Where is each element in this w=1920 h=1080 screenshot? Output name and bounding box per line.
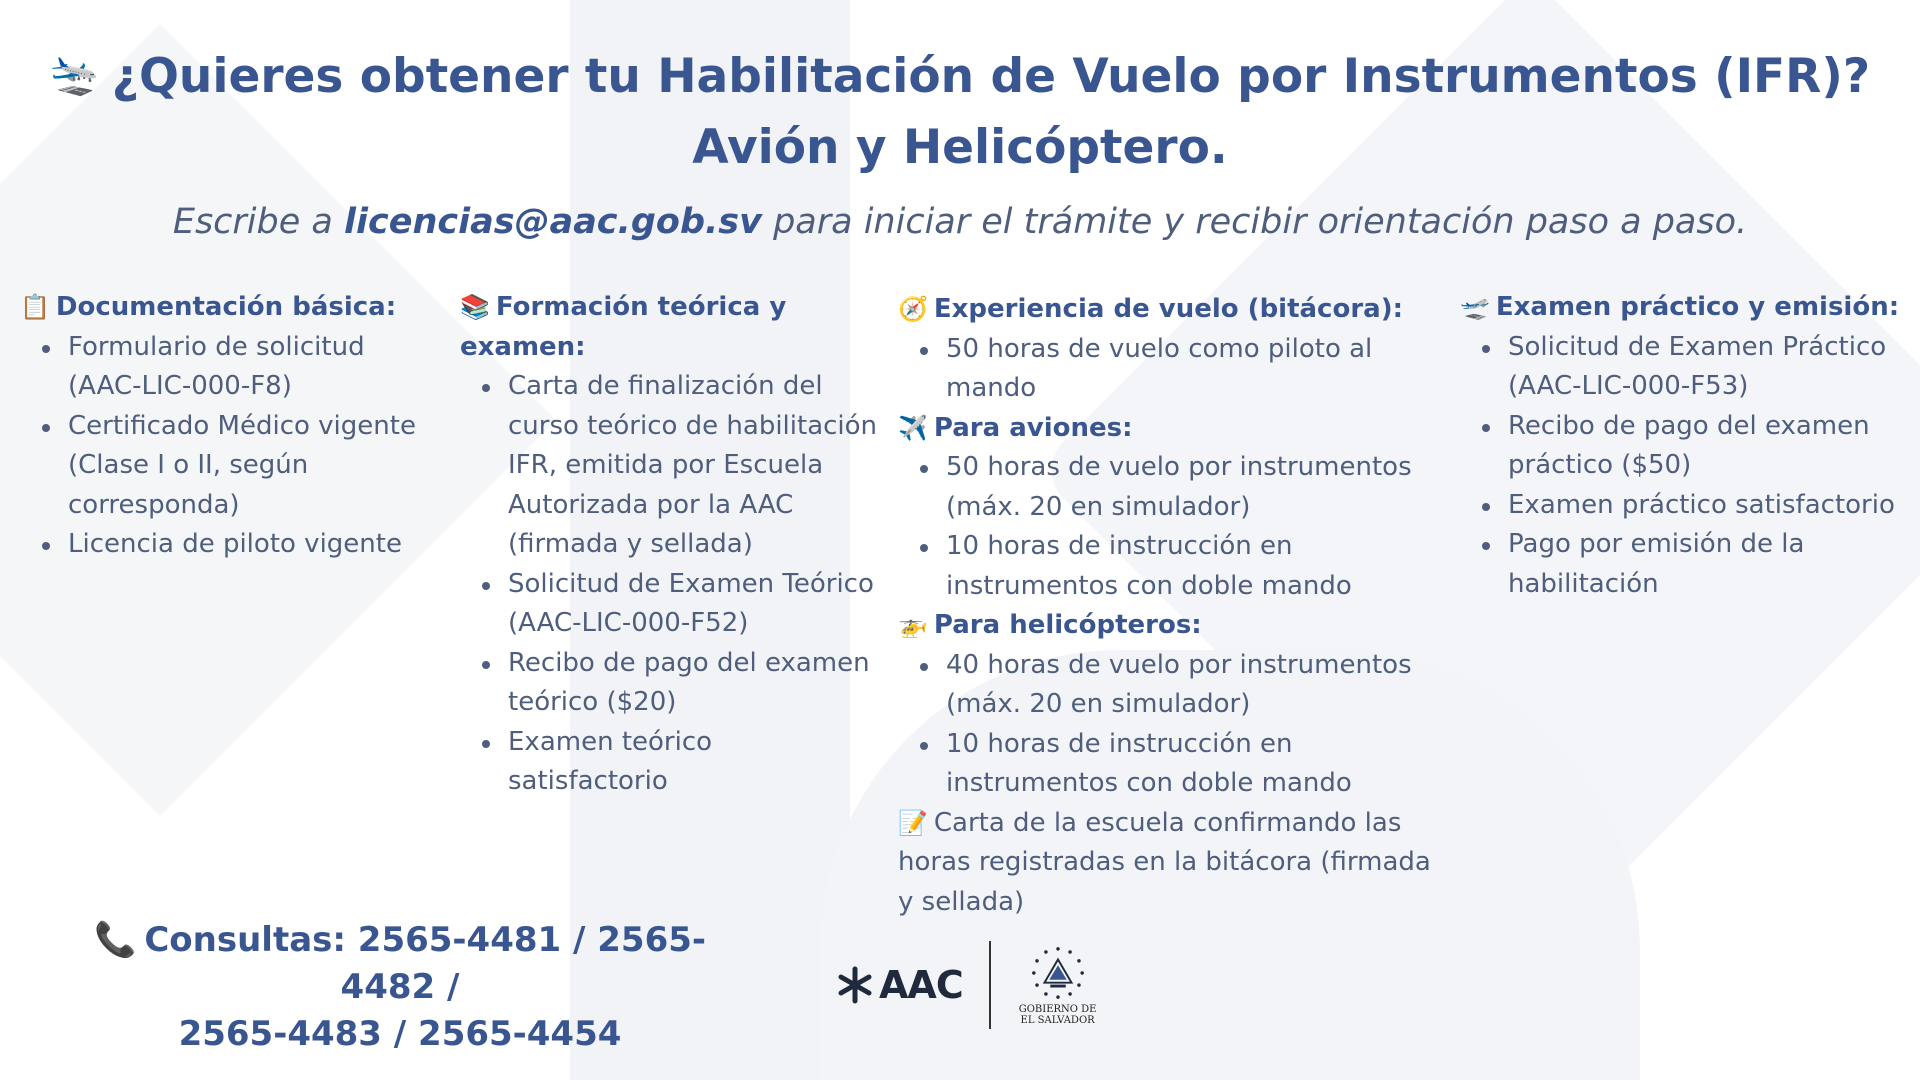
subtitle	[0, 197, 1920, 247]
email-link[interactable]: licencias@aac.gob.sv	[343, 202, 762, 242]
clipboard-icon: 📋	[20, 293, 50, 321]
books-icon: 📚	[460, 293, 490, 321]
list-item: 50 horas de vuelo como piloto al mando	[898, 330, 1438, 409]
column-formacion	[460, 288, 880, 802]
title-line-2: Avión y Helicóptero.	[692, 120, 1228, 175]
helicopter-icon: 🚁	[898, 611, 928, 639]
aac-star-icon	[835, 965, 875, 1005]
subtitle-suffix: para iniciar el trámite y recibir orientación paso a paso.	[761, 202, 1748, 242]
contact-line-1: Consultas: 2565-4481 / 2565-4482 /	[144, 920, 707, 1007]
column-examen	[1460, 288, 1900, 604]
list-item: Formulario de solicitud (AAC-LIC-000-F8)	[20, 328, 440, 407]
coat-of-arms-icon	[1029, 944, 1087, 1002]
contact-info	[50, 917, 750, 1058]
airplane-departure-icon: 🛫	[1460, 293, 1490, 321]
gov-line-1: GOBIERNO DE	[1018, 1004, 1097, 1015]
aac-logo-text: AAC	[879, 963, 963, 1007]
compass-icon: 🧭	[898, 295, 928, 323]
gobierno-logo-text	[1019, 1004, 1097, 1026]
section-title-text: Experiencia de vuelo (bitácora):	[933, 294, 1403, 324]
list-item: 10 horas de instrucción en instrumentos con doble mando	[898, 725, 1438, 804]
list-item: Examen teórico satisfactorio	[460, 723, 880, 802]
phone-icon: 📞	[93, 920, 137, 960]
school-letter-text: Carta de la escuela confirmando las horas registradas en la bitácora (firmada y sellada)	[898, 807, 1431, 917]
aac-logo	[835, 963, 963, 1007]
list-item: Recibo de pago del examen práctico ($50)	[1460, 407, 1900, 486]
list-item: Solicitud de Examen Práctico (AAC-LIC-000-F53)	[1460, 328, 1900, 407]
section-title	[898, 290, 1438, 330]
list-item: Recibo de pago del examen teórico ($20)	[460, 644, 880, 723]
requirements-list	[898, 448, 1438, 606]
school-letter-note	[898, 804, 1438, 923]
requirements-list	[460, 367, 880, 802]
section-title	[460, 288, 880, 367]
requirements-list	[898, 330, 1438, 409]
list-item: 40 horas de vuelo por instrumentos (máx. 20 en simulador)	[898, 646, 1438, 725]
section-title	[20, 288, 440, 328]
section-title-text: Examen práctico y emisión:	[1495, 292, 1900, 322]
logo-divider	[989, 941, 991, 1029]
column-experiencia	[898, 290, 1438, 922]
subtitle-prefix: Escribe a	[172, 202, 344, 242]
requirements-list	[898, 646, 1438, 804]
section-title-text: Formación teórica y examen:	[460, 292, 787, 362]
list-item: Pago por emisión de la habilitación	[1460, 525, 1900, 604]
list-item: Carta de finalización del curso teórico de habilitación IFR, emitida por Escuela Autorizada por la AAC (firmada y sellada)	[460, 367, 880, 565]
list-item: 10 horas de instrucción en instrumentos con doble mando	[898, 527, 1438, 606]
subsection-title-helicopteros	[898, 606, 1438, 646]
list-item: Certificado Médico vigente (Clase I o II, según corresponda)	[20, 407, 440, 526]
title-line-1: ¿Quieres obtener tu Habilitación de Vuelo por Instrumentos (IFR)?	[111, 49, 1871, 104]
section-title-text: Documentación básica:	[55, 292, 397, 322]
requirements-list	[20, 328, 440, 565]
subsection-title-text: Para helicópteros:	[933, 610, 1202, 640]
memo-icon: 📝	[898, 808, 928, 837]
airplane-arriving-icon: 🛬	[49, 52, 100, 98]
airplane-icon: ✈️	[898, 413, 928, 442]
requirements-list	[1460, 328, 1900, 605]
section-title	[1460, 288, 1900, 328]
subsection-title-text: Para aviones:	[933, 412, 1133, 443]
subsection-title-aviones	[898, 409, 1438, 449]
gobierno-logo	[1019, 944, 1097, 1026]
gov-line-2: EL SALVADOR	[1020, 1015, 1095, 1026]
list-item: Licencia de piloto vigente	[20, 525, 440, 565]
list-item: Solicitud de Examen Teórico (AAC-LIC-000-F52)	[460, 565, 880, 644]
column-documentacion	[20, 288, 440, 565]
contact-line-2: 2565-4483 / 2565-4454	[178, 1014, 622, 1054]
page-title	[0, 40, 1920, 183]
list-item: 50 horas de vuelo por instrumentos (máx. 20 en simulador)	[898, 448, 1438, 527]
footer-logos	[835, 940, 1096, 1030]
list-item: Examen práctico satisfactorio	[1460, 486, 1900, 526]
